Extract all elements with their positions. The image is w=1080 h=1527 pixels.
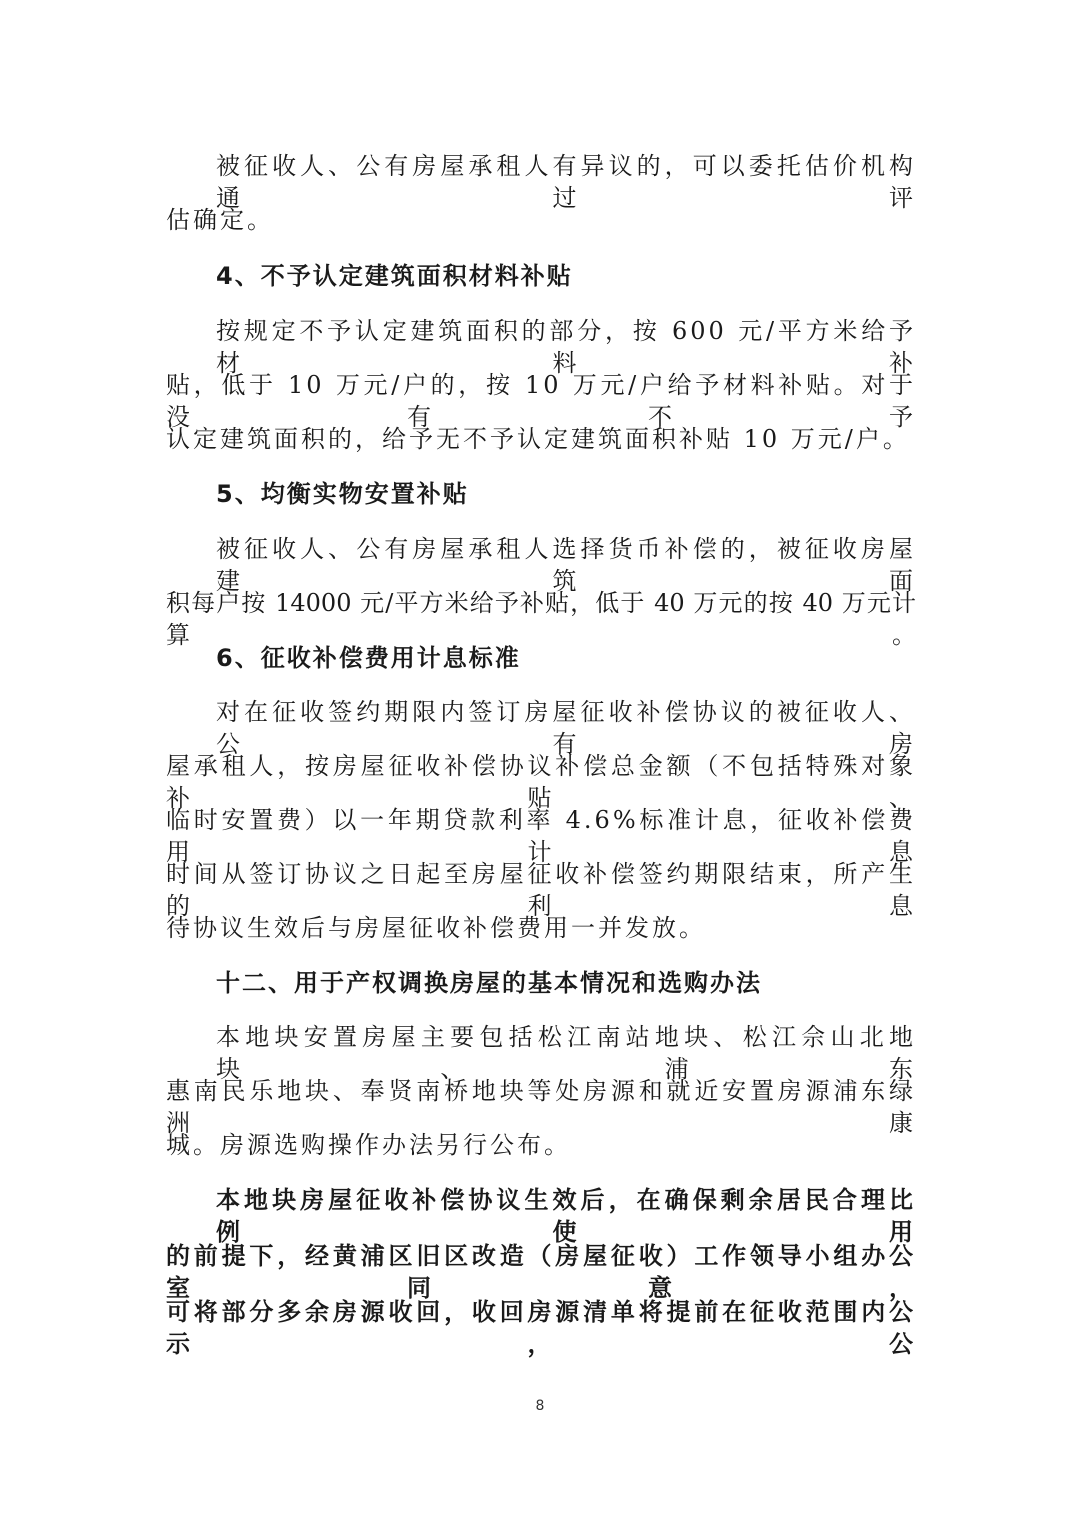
section-heading: 5、均衡实物安置补贴 [216, 480, 469, 508]
paragraph-line: 按规定不予认定建筑面积的部分，按 600 元/平方米给予材料补 [216, 317, 916, 377]
section-heading: 十二、用于产权调换房屋的基本情况和选购办法 [216, 969, 762, 997]
paragraph-line: 时间从签订协议之日起至房屋征收补偿签约期限结束，所产生的利息 [166, 860, 916, 920]
paragraph-line: 惠南民乐地块、奉贤南桥地块等处房源和就近安置房源浦东绿洲康 [166, 1077, 916, 1137]
paragraph-line: 城。房源选购操作办法另行公布。 [166, 1131, 571, 1159]
bold-paragraph-line: 的前提下，经黄浦区旧区改造（房屋征收）工作领导小组办公室同意， [166, 1242, 916, 1302]
paragraph-line: 待协议生效后与房屋征收补偿费用一并发放。 [166, 914, 706, 942]
paragraph-line: 屋承租人，按房屋征收补偿协议补偿总金额（不包括特殊对象补贴、 [166, 752, 916, 812]
paragraph-line: 对在征收签约期限内签订房屋征收补偿协议的被征收人、公有房 [216, 698, 916, 758]
paragraph-line: 临时安置费）以一年期贷款利率 4.6%标准计息，征收补偿费用计息 [166, 806, 916, 866]
section-heading: 6、征收补偿费用计息标准 [216, 644, 521, 672]
paragraph-line: 估确定。 [166, 206, 274, 234]
paragraph-line: 本地块安置房屋主要包括松江南站地块、松江佘山北地块、浦东 [216, 1023, 916, 1083]
paragraph-line: 认定建筑面积的，给予无不予认定建筑面积补贴 10 万元/户。 [166, 425, 910, 453]
paragraph-line: 被征收人、公有房屋承租人选择货币补偿的，被征收房屋建筑面 [216, 535, 916, 595]
bold-paragraph-line: 本地块房屋征收补偿协议生效后，在确保剩余居民合理比例使用 [216, 1186, 916, 1246]
bold-paragraph-line: 可将部分多余房源收回，收回房源清单将提前在征收范围内公示，公 [166, 1298, 916, 1358]
paragraph-line: 被征收人、公有房屋承租人有异议的，可以委托估价机构通过评 [216, 152, 916, 212]
section-heading: 4、不予认定建筑面积材料补贴 [216, 262, 573, 290]
page-number: 8 [535, 1398, 545, 1414]
paragraph-line: 贴，低于 10 万元/户的，按 10 万元/户给予材料补贴。对于没有不予 [166, 371, 916, 431]
paragraph-line: 积每户按 14000 元/平方米给予补贴，低于 40 万元的按 40 万元计算。 [166, 589, 916, 649]
